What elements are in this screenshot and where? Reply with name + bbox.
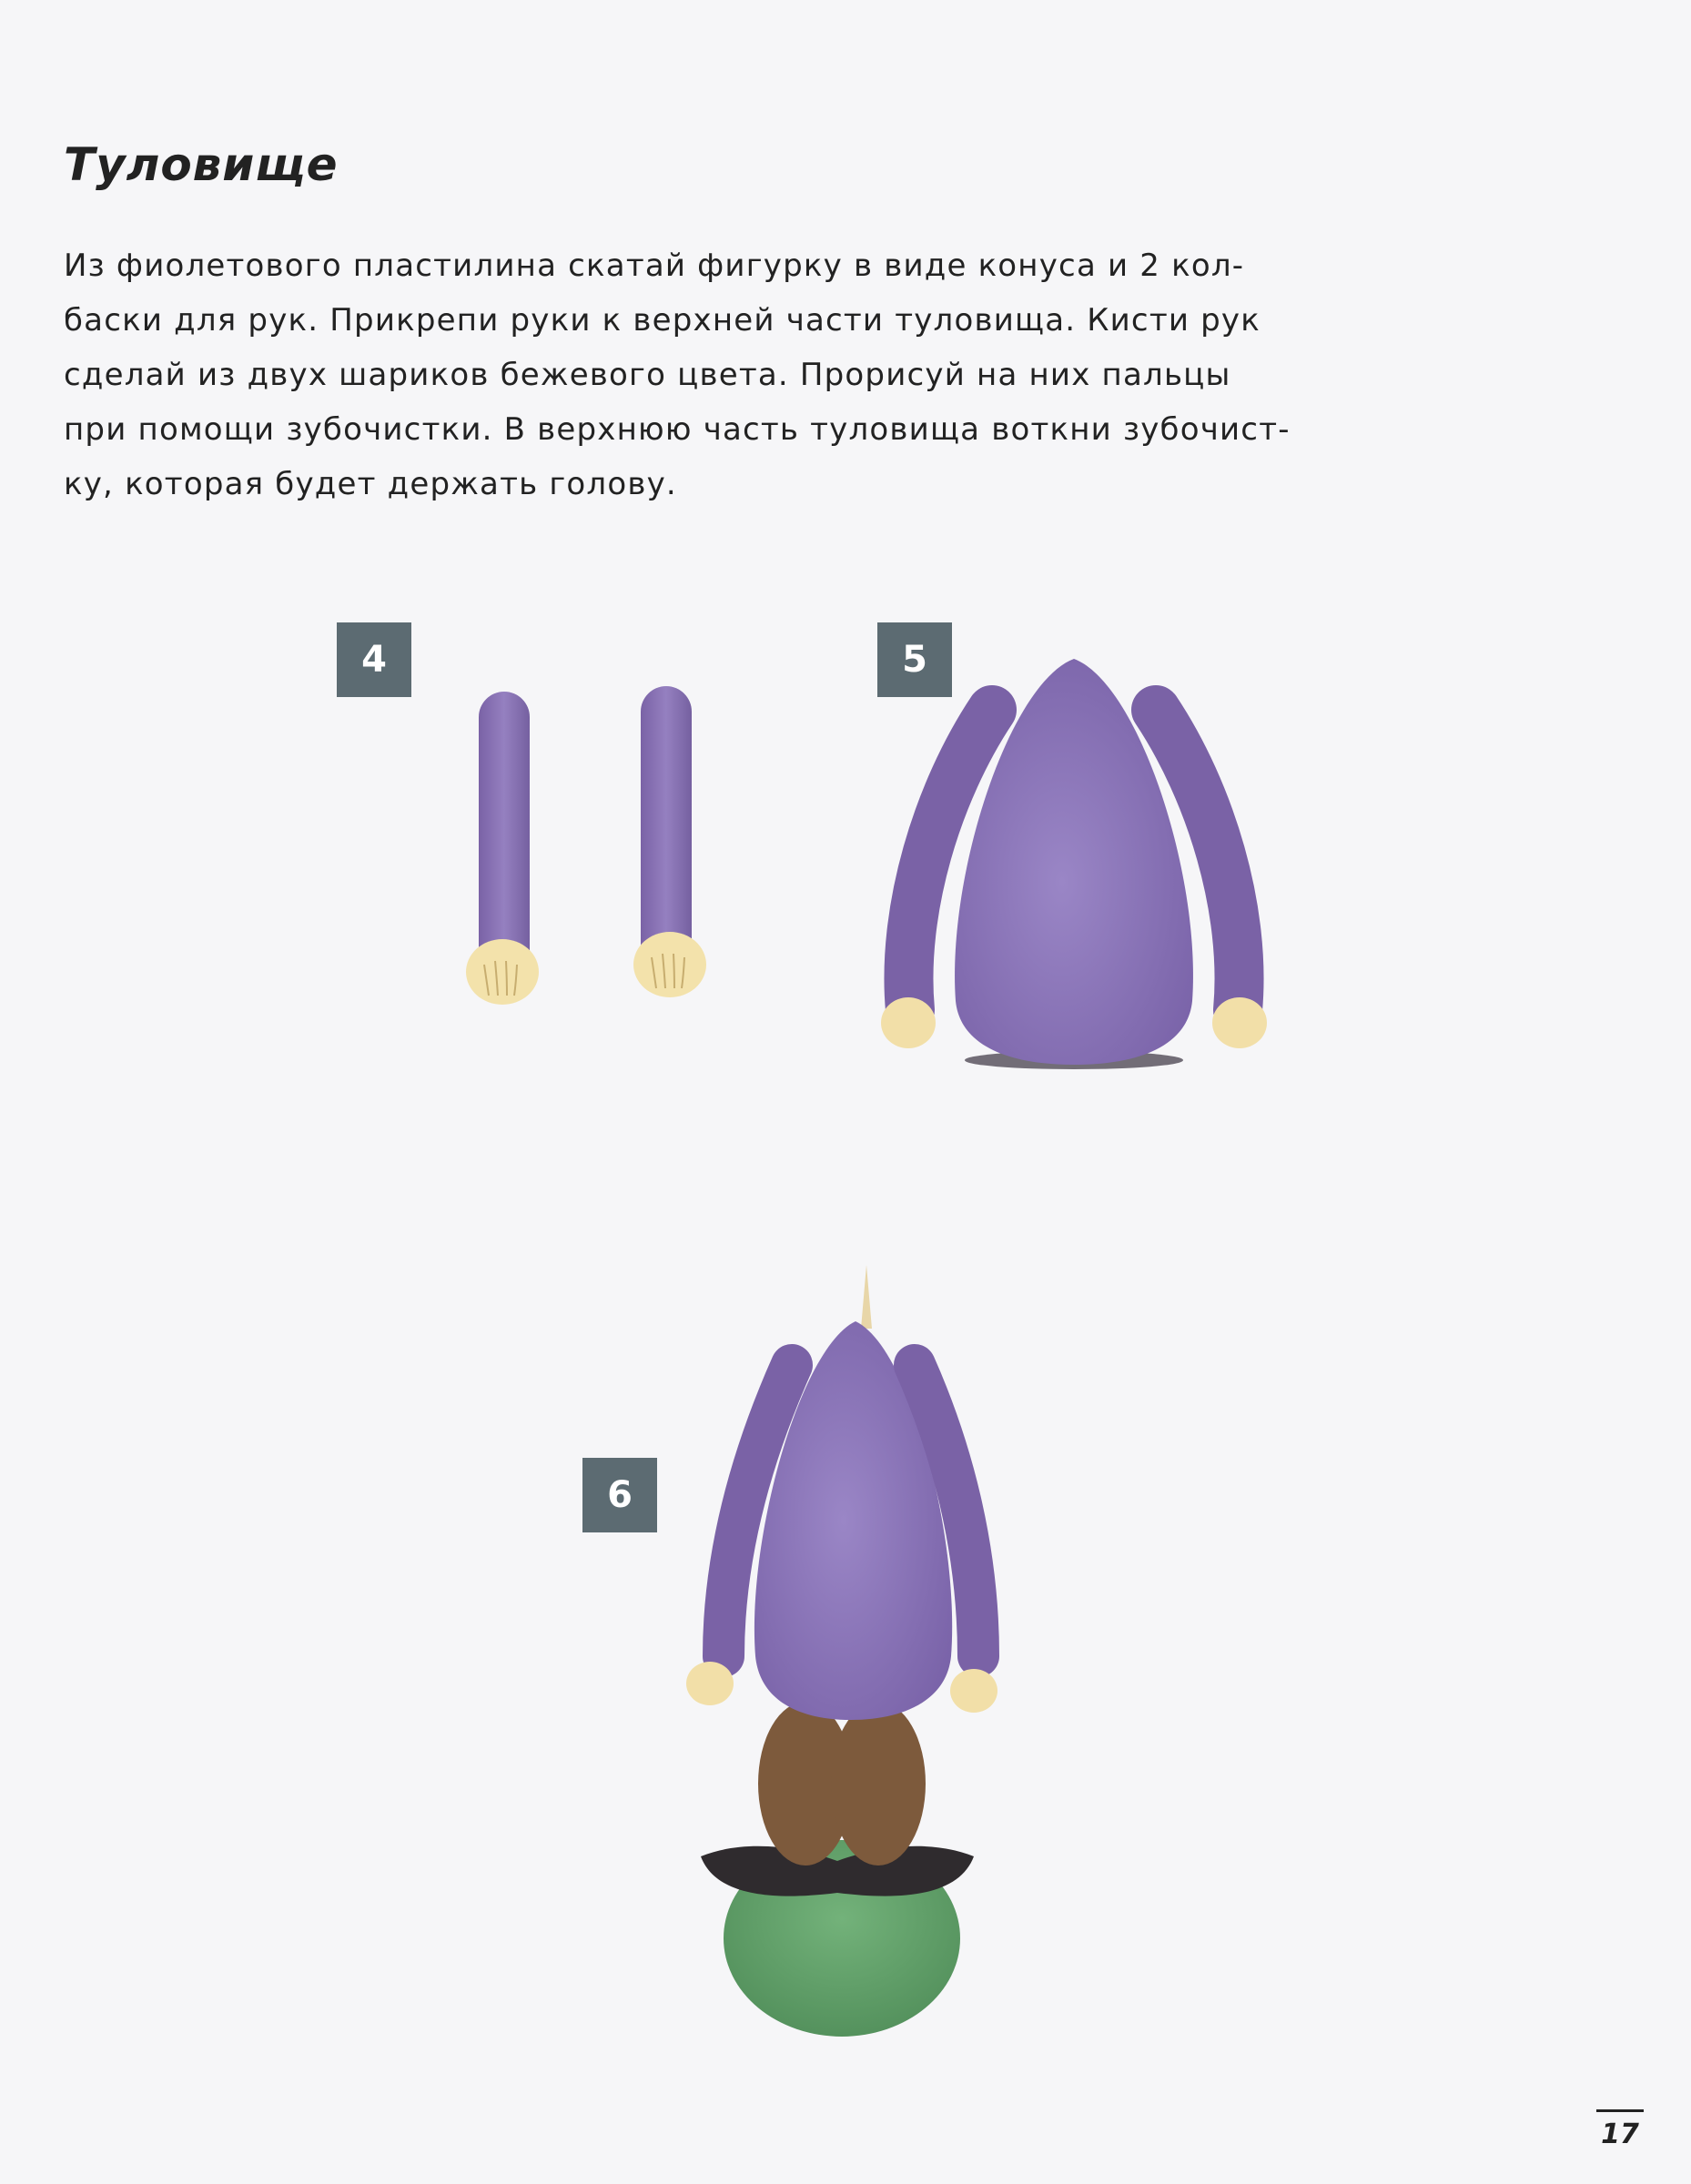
plasticine-hand-right (1212, 997, 1267, 1048)
paragraph-line: ку, которая будет держать голову. (64, 466, 677, 502)
instruction-paragraph (64, 238, 1356, 511)
plasticine-arm-right (633, 686, 706, 997)
plasticine-leg-right (831, 1702, 926, 1866)
step-4-badge: 4 (337, 622, 411, 697)
step-5-photo-body-with-arms (874, 646, 1274, 1074)
step-6-photo-assembled-figure (673, 1265, 1010, 2048)
step-6-badge: 6 (582, 1458, 657, 1532)
paragraph-line: Из фиолетового пластилина скатай фигурку в виде конуса и 2 кол- (64, 248, 1245, 284)
plasticine-arm-left (466, 692, 539, 1005)
step-5-badge: 5 (877, 622, 952, 697)
section-heading: Туловище (64, 138, 339, 191)
paragraph-line: баски для рук. Прикрепи руки к верхней части туловища. Кисти рук (64, 302, 1261, 339)
plasticine-hand-left (686, 1662, 734, 1705)
toothpick (861, 1265, 872, 1329)
step-4-photo-arms (437, 673, 746, 1046)
page-number: 17 (1601, 2118, 1639, 2150)
paragraph-line: сделай из двух шариков бежевого цвета. Прорисуй на них пальцы (64, 357, 1231, 393)
plasticine-hand-right (950, 1669, 997, 1713)
plasticine-hand-left (881, 997, 936, 1048)
page-number-rule (1596, 2109, 1644, 2112)
paragraph-line: при помощи зубочистки. В верхнюю часть туловища воткни зубочист- (64, 411, 1291, 448)
